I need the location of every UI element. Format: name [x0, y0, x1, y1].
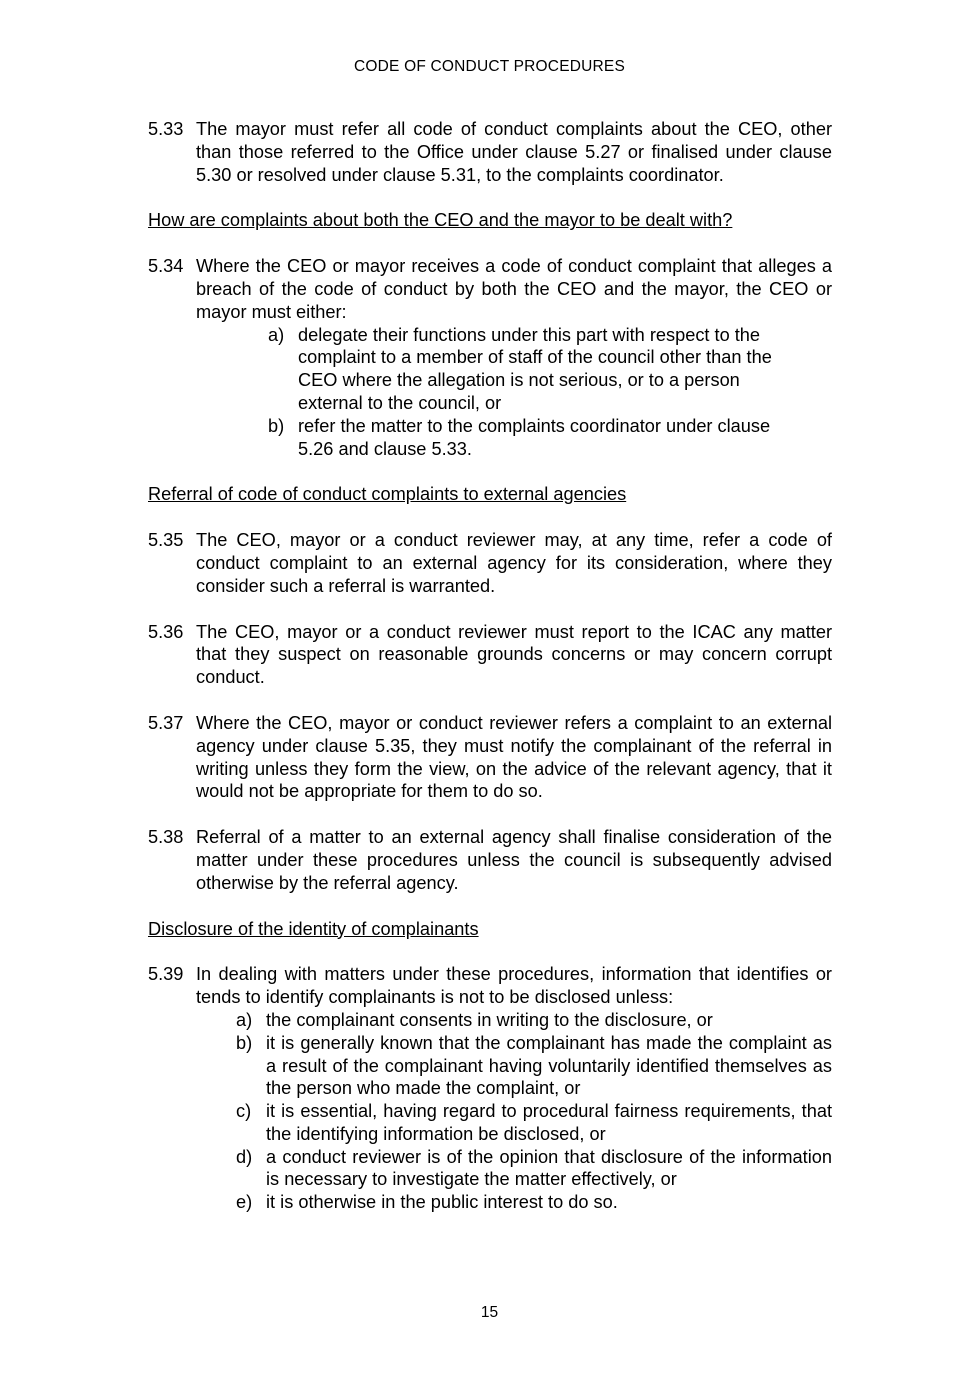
clause-text: The CEO, mayor or a conduct reviewer must report to the ICAC any matter that they suspect on reasonable grounds concerns or may concern corrupt conduct. [196, 621, 832, 688]
item-label: c) [236, 1101, 252, 1122]
page-number: 15 [480, 1304, 499, 1321]
sub-item-list [236, 1009, 832, 1214]
clause-5-36 [148, 621, 832, 689]
item-text: delegate their functions under this part with respect to the complaint to a member of staff of the council other than the CEO where the allegation is not serious, or to a person external to the council, or [298, 324, 772, 413]
clause-text: Where the CEO or mayor receives a code of conduct complaint that alleges a breach of the code of conduct by both the CEO and the mayor, the CEO or mayor must either: [196, 256, 832, 322]
list-item [236, 1191, 832, 1214]
item-label: e) [236, 1192, 253, 1213]
clause-number: 5.38 [148, 827, 184, 848]
list-item [236, 1100, 832, 1146]
clause-5-39 [148, 963, 832, 1214]
list-item [236, 1032, 832, 1100]
clause-number: 5.34 [148, 256, 184, 277]
item-label: a) [236, 1009, 253, 1030]
sub-item-list [268, 324, 808, 461]
page-body [148, 118, 832, 1237]
clause-5-38 [148, 826, 832, 894]
list-item [236, 1146, 832, 1192]
running-header: CODE OF CONDUCT PROCEDURES [353, 58, 626, 75]
list-item [268, 415, 808, 461]
clause-5-37 [148, 712, 832, 803]
clause-5-34 [148, 255, 832, 460]
clause-number: 5.39 [148, 964, 184, 985]
section-heading: Referral of code of conduct complaints to external agencies [148, 484, 627, 505]
clause-5-35 [148, 529, 832, 597]
clause-text: The CEO, mayor or a conduct reviewer may, at any time, refer a code of conduct complaint to an external agency for its consideration, where they consider such a referral is warranted. [196, 530, 832, 596]
item-label: b) [236, 1032, 253, 1053]
item-text: refer the matter to the complaints coordinator under clause 5.26 and clause 5.33. [298, 415, 771, 459]
clause-body [196, 963, 832, 1214]
clause-number: 5.35 [148, 530, 184, 551]
item-label: d) [236, 1146, 253, 1167]
section-heading: How are complaints about both the CEO and the mayor to be dealt with? [148, 210, 733, 231]
item-label: a) [268, 324, 285, 345]
clause-text: Referral of a matter to an external agency shall finalise consideration of the matter under these procedures unless the council is subsequently advised otherwise by the referral agency. [196, 827, 832, 893]
clause-text: In dealing with matters under these procedures, information that identifies or tends to identify complainants is not to be disclosed unless: [196, 964, 832, 1008]
item-text: a conduct reviewer is of the opinion that disclosure of the information is necessary to investigate the matter effectively, or [266, 1146, 832, 1190]
clause-number: 5.36 [148, 621, 184, 642]
list-item [268, 324, 808, 415]
clause-5-33 [148, 118, 832, 186]
item-text: it is generally known that the complainant has made the complaint as a result of the complainant having voluntarily identified themselves as the person who made the complaint, or [266, 1032, 832, 1099]
clause-text: The mayor must refer all code of conduct complaints about the CEO, other than those referred to the Office under clause 5.27 or finalised under clause 5.30 or resolved under clause 5.31, to the complaints coordinator. [196, 119, 832, 185]
item-text: it is otherwise in the public interest to do so. [266, 1192, 618, 1213]
list-item [236, 1009, 832, 1032]
clause-body [196, 255, 832, 460]
item-text: the complainant consents in writing to the disclosure, or [266, 1009, 713, 1030]
item-text: it is essential, having regard to procedural fairness requirements, that the identifying information be disclosed, or [266, 1101, 832, 1144]
clause-number: 5.33 [148, 119, 184, 139]
section-heading: Disclosure of the identity of complainants [148, 918, 479, 939]
clause-number: 5.37 [148, 712, 184, 733]
clause-text: Where the CEO, mayor or conduct reviewer refers a complaint to an external agency under clause 5.35, they must notify the complainant of the referral in writing unless they form the view, on the advice of the relevant agency, that it would not be appropriate for them to do so. [196, 712, 832, 802]
item-label: b) [268, 415, 285, 436]
